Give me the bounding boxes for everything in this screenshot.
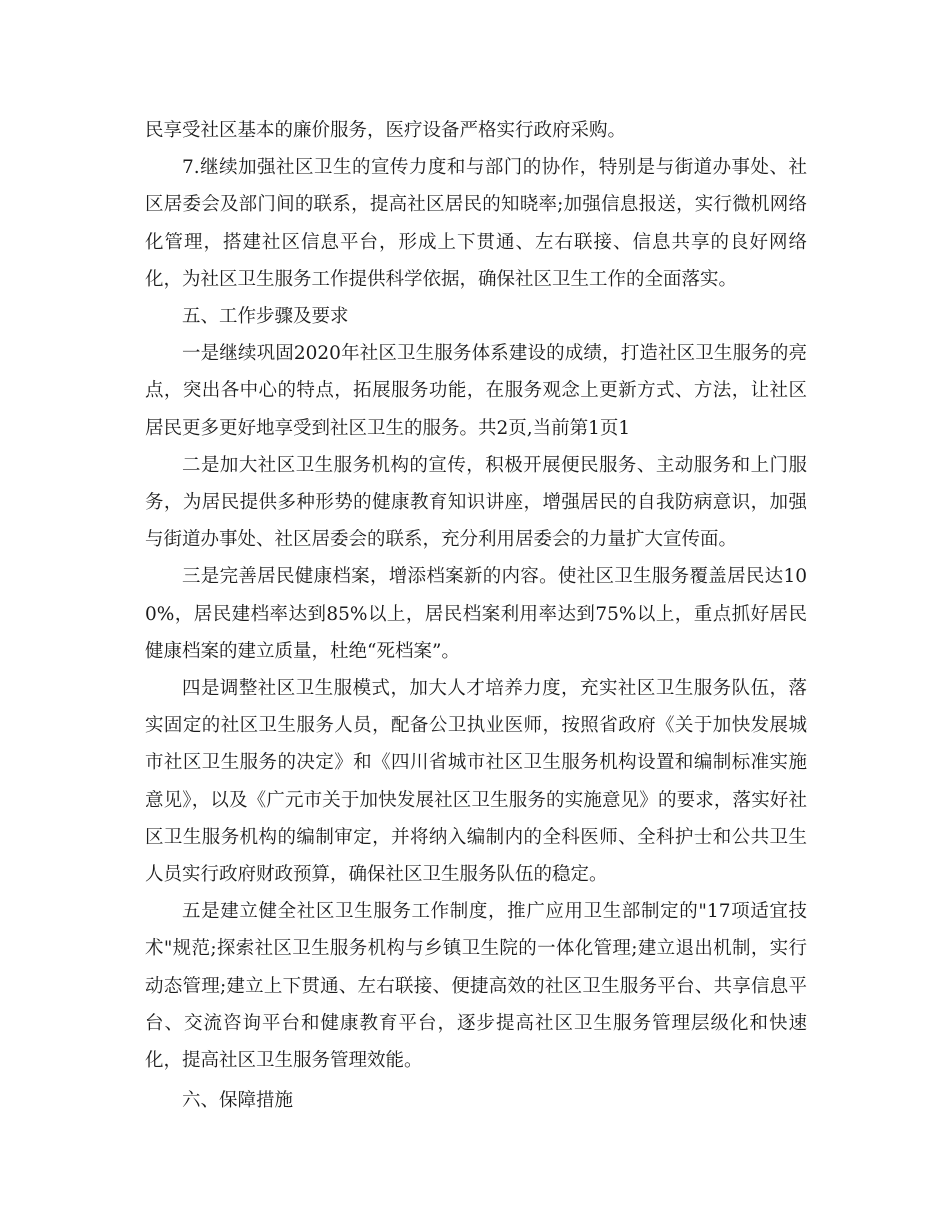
paragraph-step-3: 三是完善居民健康档案，增添档案新的内容。使社区卫生服务覆盖居民达100%，居民建档率达到85%以上，居民档案利用率达到75%以上，重点抓好居民健康档案的建立质量，杜绝“死档案”。: [145, 566, 807, 662]
paragraph-step-4: 四是调整社区卫生服模式，加大人才培养力度，充实社区卫生服务队伍，落实固定的社区卫生服务人员，配备公卫执业医师，按照省政府《关于加快发展城市社区卫生服务的决定》和《四川省城市社区卫生服务机构设置和编制标准实施意见》，以及《广元市关于加快发展社区卫生服务的实施意见》的要求，落实好社区卫生服务机构的编制审定，并将纳入编制内的全科医师、全科护士和公共卫生人员实行政府财政预算，确保社区卫生服务队伍的稳定。: [145, 678, 807, 886]
paragraph-step-5: 五是建立健全社区卫生服务工作制度，推广应用卫生部制定的"17项适宜技术"规范;探索社区卫生服务机构与乡镇卫生院的一体化管理;建立退出机制，实行动态管理;建立上下贯通、左右联接、便捷高效的社区卫生服务平台、共享信息平台、交流咨询平台和健康教育平台，逐步提高社区卫生服务管理层级化和快速化，提高社区卫生服务管理效能。: [145, 901, 807, 1072]
paragraph-step-1: 一是继续巩固2020年社区卫生服务体系建设的成绩，打造社区卫生服务的亮点，突出各中心的特点，拓展服务功能，在服务观念上更新方式、方法，让社区居民更多更好地享受到社区卫生的服务。共2页,当前第1页1: [145, 343, 807, 439]
paragraph-continuation: 民享受社区基本的廉价服务，医疗设备严格实行政府采购。: [145, 120, 627, 141]
paragraph-step-2: 二是加大社区卫生服务机构的宣传，积极开展便民服务、主动服务和上门服务，为居民提供多种形势的健康教育知识讲座，增强居民的自我防病意识，加强与街道办事处、社区居委会的联系，充分利用居委会的力量扩大宣传面。: [145, 454, 807, 551]
section-heading-6: 六、保障措施: [182, 1090, 294, 1112]
paragraph-item-7: 7.继续加强社区卫生的宣传力度和与部门的协作，特别是与街道办事处、社区居委会及部门间的联系，提高社区居民的知晓率;加强信息报送，实行微机网络化管理，搭建社区信息平台，形成上下贯通、左右联接、信息共享的良好网络化，为社区卫生服务工作提供科学依据，确保社区卫生工作的全面落实。: [145, 157, 807, 290]
section-heading-5: 五、工作步骤及要求: [182, 306, 349, 328]
document-page: [145, 112, 807, 1119]
